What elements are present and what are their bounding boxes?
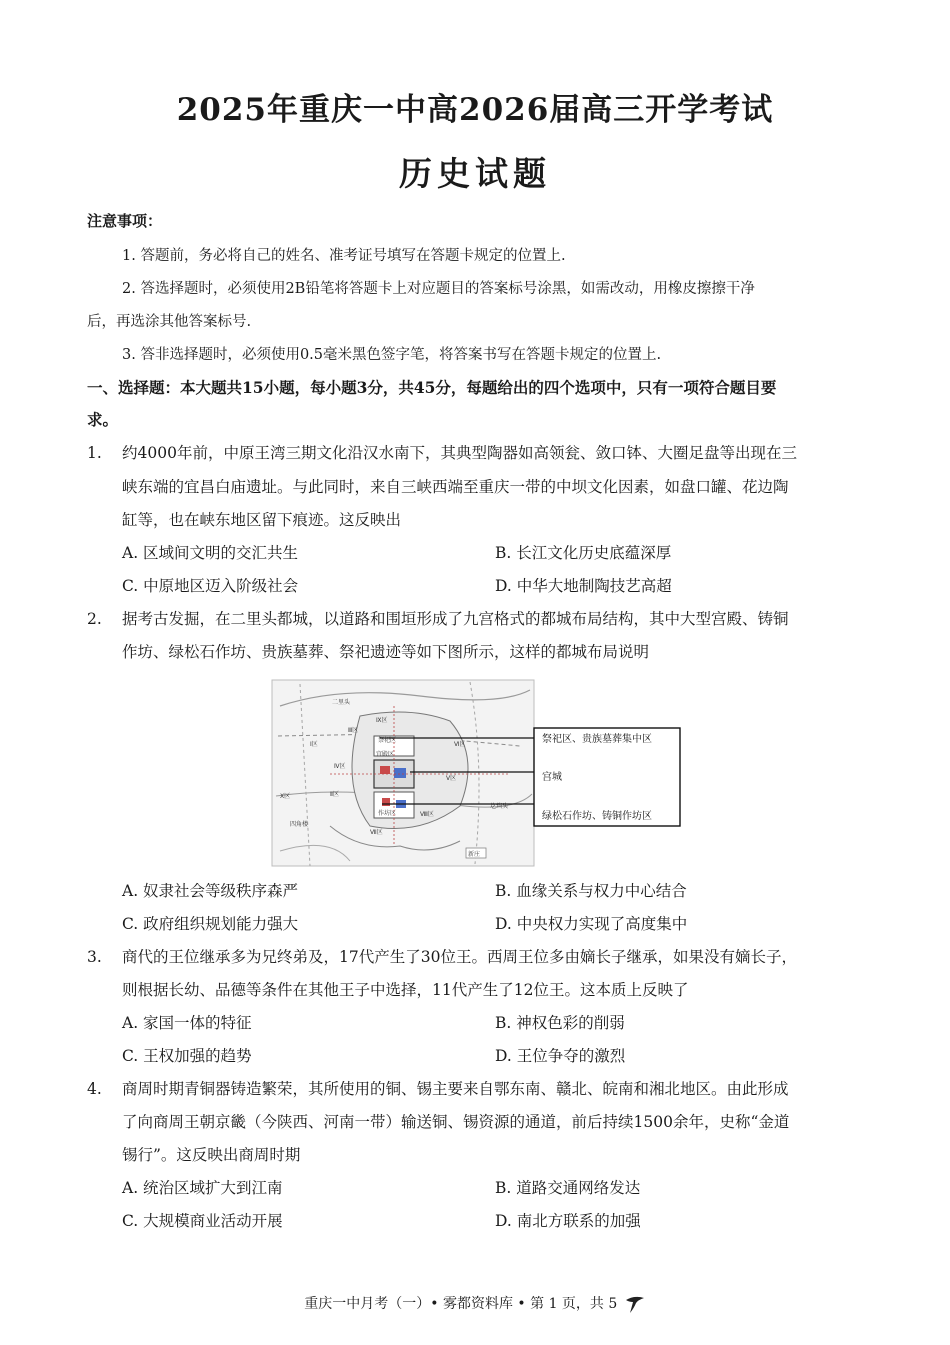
question-3-option-b: B. 神权色彩的削弱 [495,1014,625,1032]
question-1-text: 峡东端的宜昌白庙遗址。与此同时，来自三峡西端至重庆一带的中坝文化因素，如盘口罐、花边陶 [122,478,789,496]
map-label: 四角楼 [290,821,309,828]
map-label: Ⅷ区 [420,811,434,818]
note-3: 3. 答非选择题时，必须使用0.5毫米黑色签字笔，将答案书写在答题卡规定的位置上. [122,347,662,363]
question-4-option-b: B. 道路交通网络发达 [495,1179,641,1197]
question-3-number: 3. [87,948,102,966]
question-1-option-d: D. 中华大地制陶技艺高超 [495,577,672,595]
question-3-text: 则根据长幼、品德等条件在其他王子中选择，11代产生了12位王。这本质上反映了 [122,981,689,999]
question-4-text: 商周时期青铜器铸造繁荣，其所使用的铜、锡主要来自鄂东南、赣北、皖南和湘北地区。由此形成 [122,1080,789,1098]
note-1: 1. 答题前，务必将自己的姓名、准考证号填写在答题卡规定的位置上. [122,248,566,264]
notes-heading: 注意事项： [87,212,163,230]
map-label: 宫殿区 [376,751,395,758]
question-2-option-c: C. 政府组织规划能力强大 [122,915,299,933]
figure-label-workshop-area: 绿松石作坊、铸铜作坊区 [542,811,652,822]
map-label: Ⅲ区 [348,727,359,734]
question-2-text: 作坊、绿松石作坊、贵族墓葬、祭祀遗迹等如下图所示，这样的都城布局说明 [122,643,650,661]
question-1-text: 约4000年前，中原王湾三期文化沿汉水南下，其典型陶器如高领瓮、敛口钵、大圈足盘等出现在三 [122,444,797,462]
question-1-number: 1. [87,444,102,462]
brush-logo-icon [624,1294,646,1314]
question-2-number: 2. [87,610,102,628]
note-2: 2. 答选择题时，必须使用2B铅笔将答题卡上对应题目的答案标号涂黑，如需改动，用橡皮擦擦干净 [122,281,755,297]
map-label: 二里头 [332,699,351,706]
exam-subject: 历史试题 [399,154,551,193]
page-footer [0,1293,950,1314]
section-heading-continued: 求。 [87,410,119,429]
question-4-option-a: A. 统治区域扩大到江南 [122,1179,283,1197]
question-2-text: 据考古发掘，在二里头都城，以道路和围垣形成了九宫格式的都城布局结构，其中大型宫殿、铸铜 [122,610,789,628]
erlitou-city-layout-map [270,676,690,868]
question-2-option-a: A. 奴隶社会等级秩序森严 [122,882,299,900]
figure-label-palace-city: 宫城 [542,772,562,783]
map-label: Ⅰ区 [310,741,318,748]
question-2-option-d: D. 中央权力实现了高度集中 [495,915,688,933]
question-3-option-c: C. 王权加强的趋势 [122,1047,252,1065]
figure-label-ritual-area: 祭祀区、贵族墓葬集中区 [542,734,652,745]
map-label: Ⅳ区 [334,763,346,770]
exam-title: 2025年重庆一中高2026届高三开学考试 [176,92,774,128]
question-4-text: 锡行”。这反映出商周时期 [122,1146,301,1164]
question-4-number: 4. [87,1080,102,1098]
map-label: Ⅸ区 [376,717,388,724]
question-4-option-d: D. 南北方联系的加强 [495,1212,641,1230]
question-1-option-a: A. 区域间文明的交汇共生 [122,544,299,562]
question-3-text: 商代的王位继承多为兄终弟及，17代产生了30位王。西周王位多由嫡长子继承，如果没有嫡长子， [122,948,797,966]
map-label: Ⅶ区 [370,829,383,836]
question-3-option-a: A. 家国一体的特征 [122,1014,252,1032]
question-2-option-b: B. 血缘关系与权力中心结合 [495,882,687,900]
map-label: 祭祀区 [378,737,397,744]
question-4-option-c: C. 大规模商业活动开展 [122,1212,283,1230]
question-1-option-b: B. 长江文化历史底蕴深厚 [495,544,672,562]
footer-text: 重庆一中月考（一）• 雾都资料库 • 第 1 页，共 5 [304,1296,618,1312]
question-3-option-d: D. 王位争夺的激烈 [495,1047,626,1065]
question-4-text: 了向商周王朝京畿（今陕西、河南一带）输送铜、锡资源的通道，前后持续1500余年，史称“金道 [122,1113,790,1131]
map-label: 作坊区 [378,810,397,817]
map-label: 圪垱头 [490,803,509,810]
map-label: Ⅹ区 [280,793,291,800]
note-2-continued: 后，再选涂其他答案标号. [87,314,252,330]
map-label: Ⅴ区 [446,775,457,782]
map-label: Ⅱ区 [330,791,339,798]
section-heading: 一、选择题：本大题共15小题，每小题3分，共45分，每题给出的四个选项中，只有一项符合题目要 [87,378,777,397]
map-label: Ⅵ区 [454,741,466,748]
map-label: 新庄 [468,851,481,858]
question-1-text: 缸等，也在峡东地区留下痕迹。这反映出 [122,511,402,529]
question-1-option-c: C. 中原地区迈入阶级社会 [122,577,299,595]
